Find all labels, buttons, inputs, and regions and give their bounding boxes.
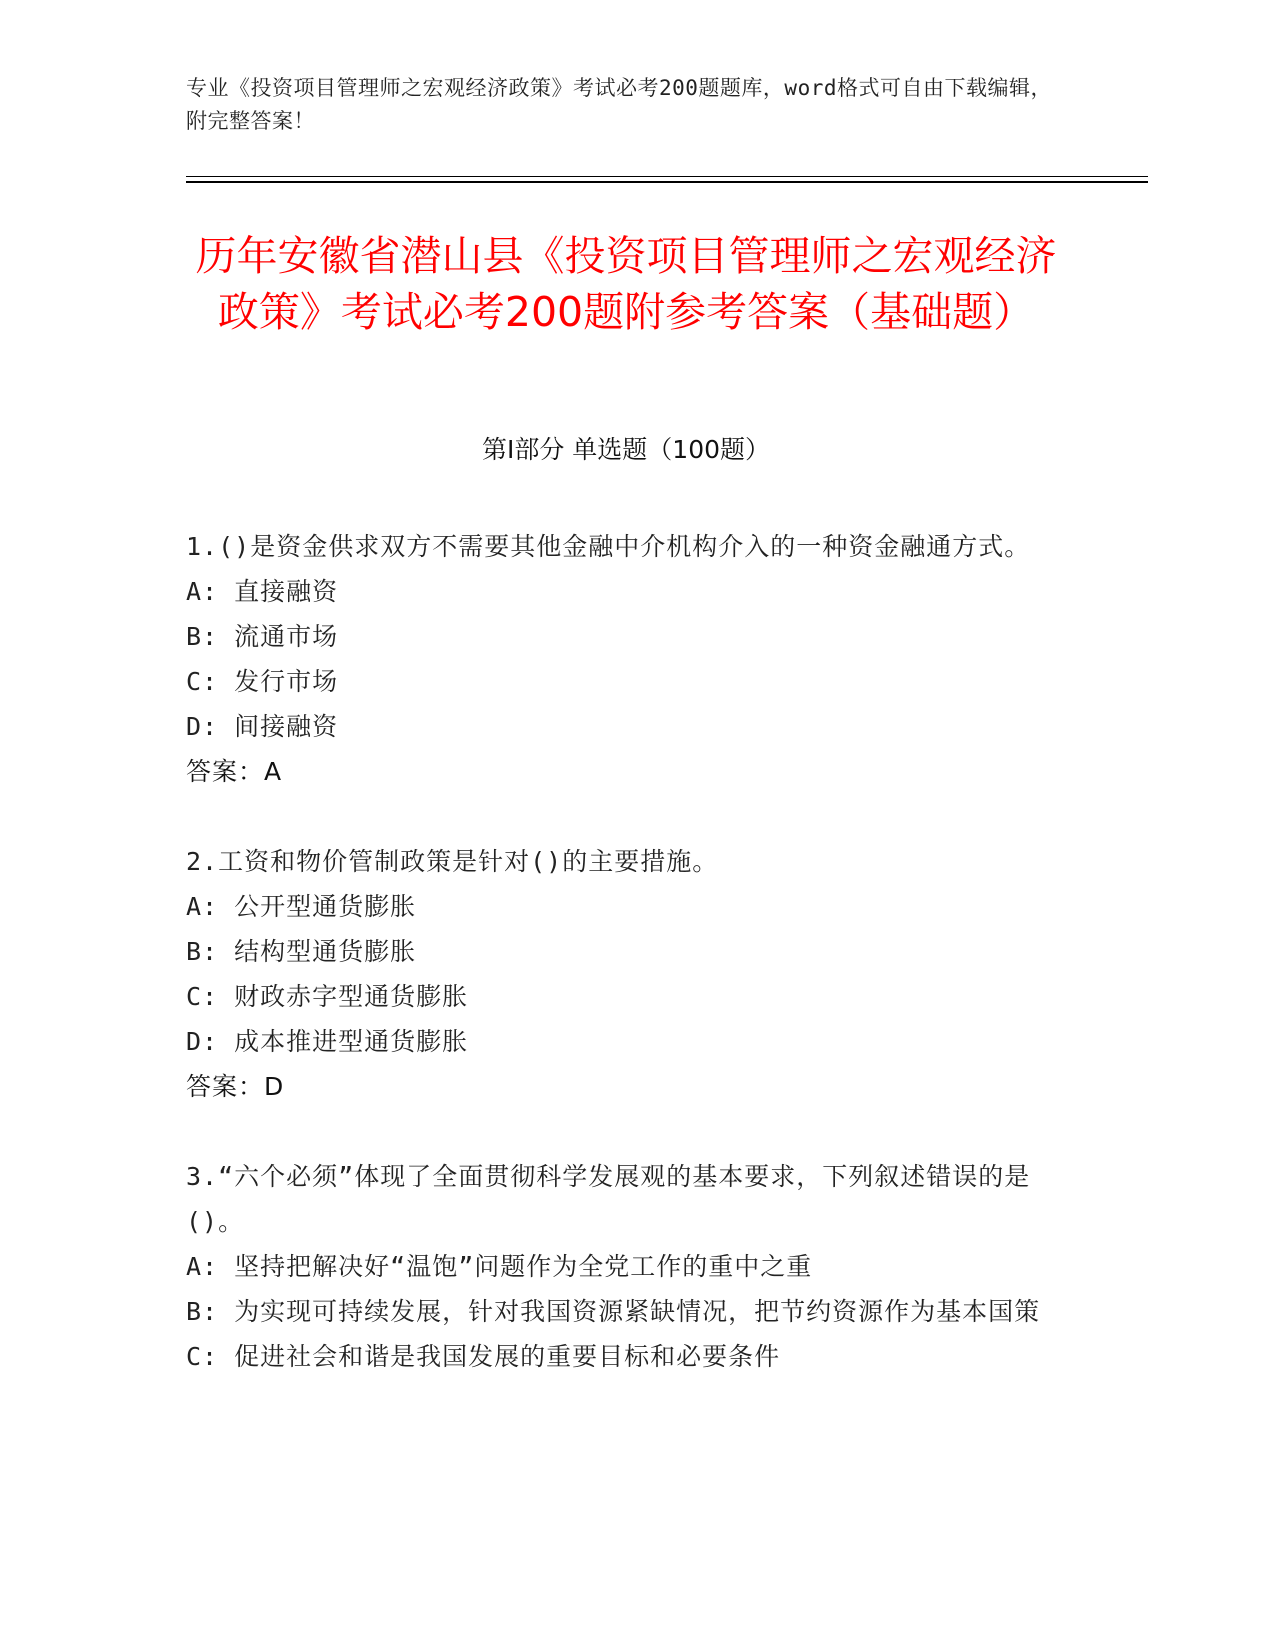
section-title: 第I部分 单选题（100题）	[481, 435, 771, 464]
question-stem: 1.()是资金供求双方不需要其他金融中介机构介入的一种资金融通方式。	[186, 532, 1031, 561]
question-list	[186, 524, 1066, 1424]
option-c: C: 财政赤字型通货膨胀	[186, 982, 469, 1011]
question-stem: 2.工资和物价管制政策是针对()的主要措施。	[186, 847, 719, 876]
header-divider-thin	[186, 176, 1148, 177]
question-3	[186, 1154, 1066, 1379]
question-2	[186, 839, 1066, 1109]
answer-line: 答案：D	[186, 1072, 285, 1101]
option-b: B: 为实现可持续发展，针对我国资源紧缺情况，把节约资源作为基本国策	[186, 1297, 1041, 1326]
header-note: 专业《投资项目管理师之宏观经济政策》考试必考200题题库，word格式可自由下载编辑，附完整答案！	[186, 76, 1052, 133]
option-c: C: 发行市场	[186, 667, 339, 696]
option-c: C: 促进社会和谐是我国发展的重要目标和必要条件	[186, 1342, 781, 1371]
question-stem: 3.“六个必须”体现了全面贯彻科学发展观的基本要求，下列叙述错误的是()。	[186, 1162, 1031, 1236]
answer-line: 答案：A	[186, 757, 283, 786]
option-a: A: 坚持把解决好“温饱”问题作为全党工作的重中之重	[186, 1252, 813, 1281]
header-divider-thick	[186, 181, 1148, 183]
option-b: B: 流通市场	[186, 622, 339, 651]
question-1	[186, 524, 1066, 794]
option-a: A: 公开型通货膨胀	[186, 892, 417, 921]
option-d: D: 成本推进型通货膨胀	[186, 1027, 469, 1056]
option-a: A: 直接融资	[186, 577, 339, 606]
document-title: 历年安徽省潜山县《投资项目管理师之宏观经济政策》考试必考200题附参考答案（基础题）	[195, 232, 1057, 336]
option-d: D: 间接融资	[186, 712, 339, 741]
option-b: B: 结构型通货膨胀	[186, 937, 417, 966]
